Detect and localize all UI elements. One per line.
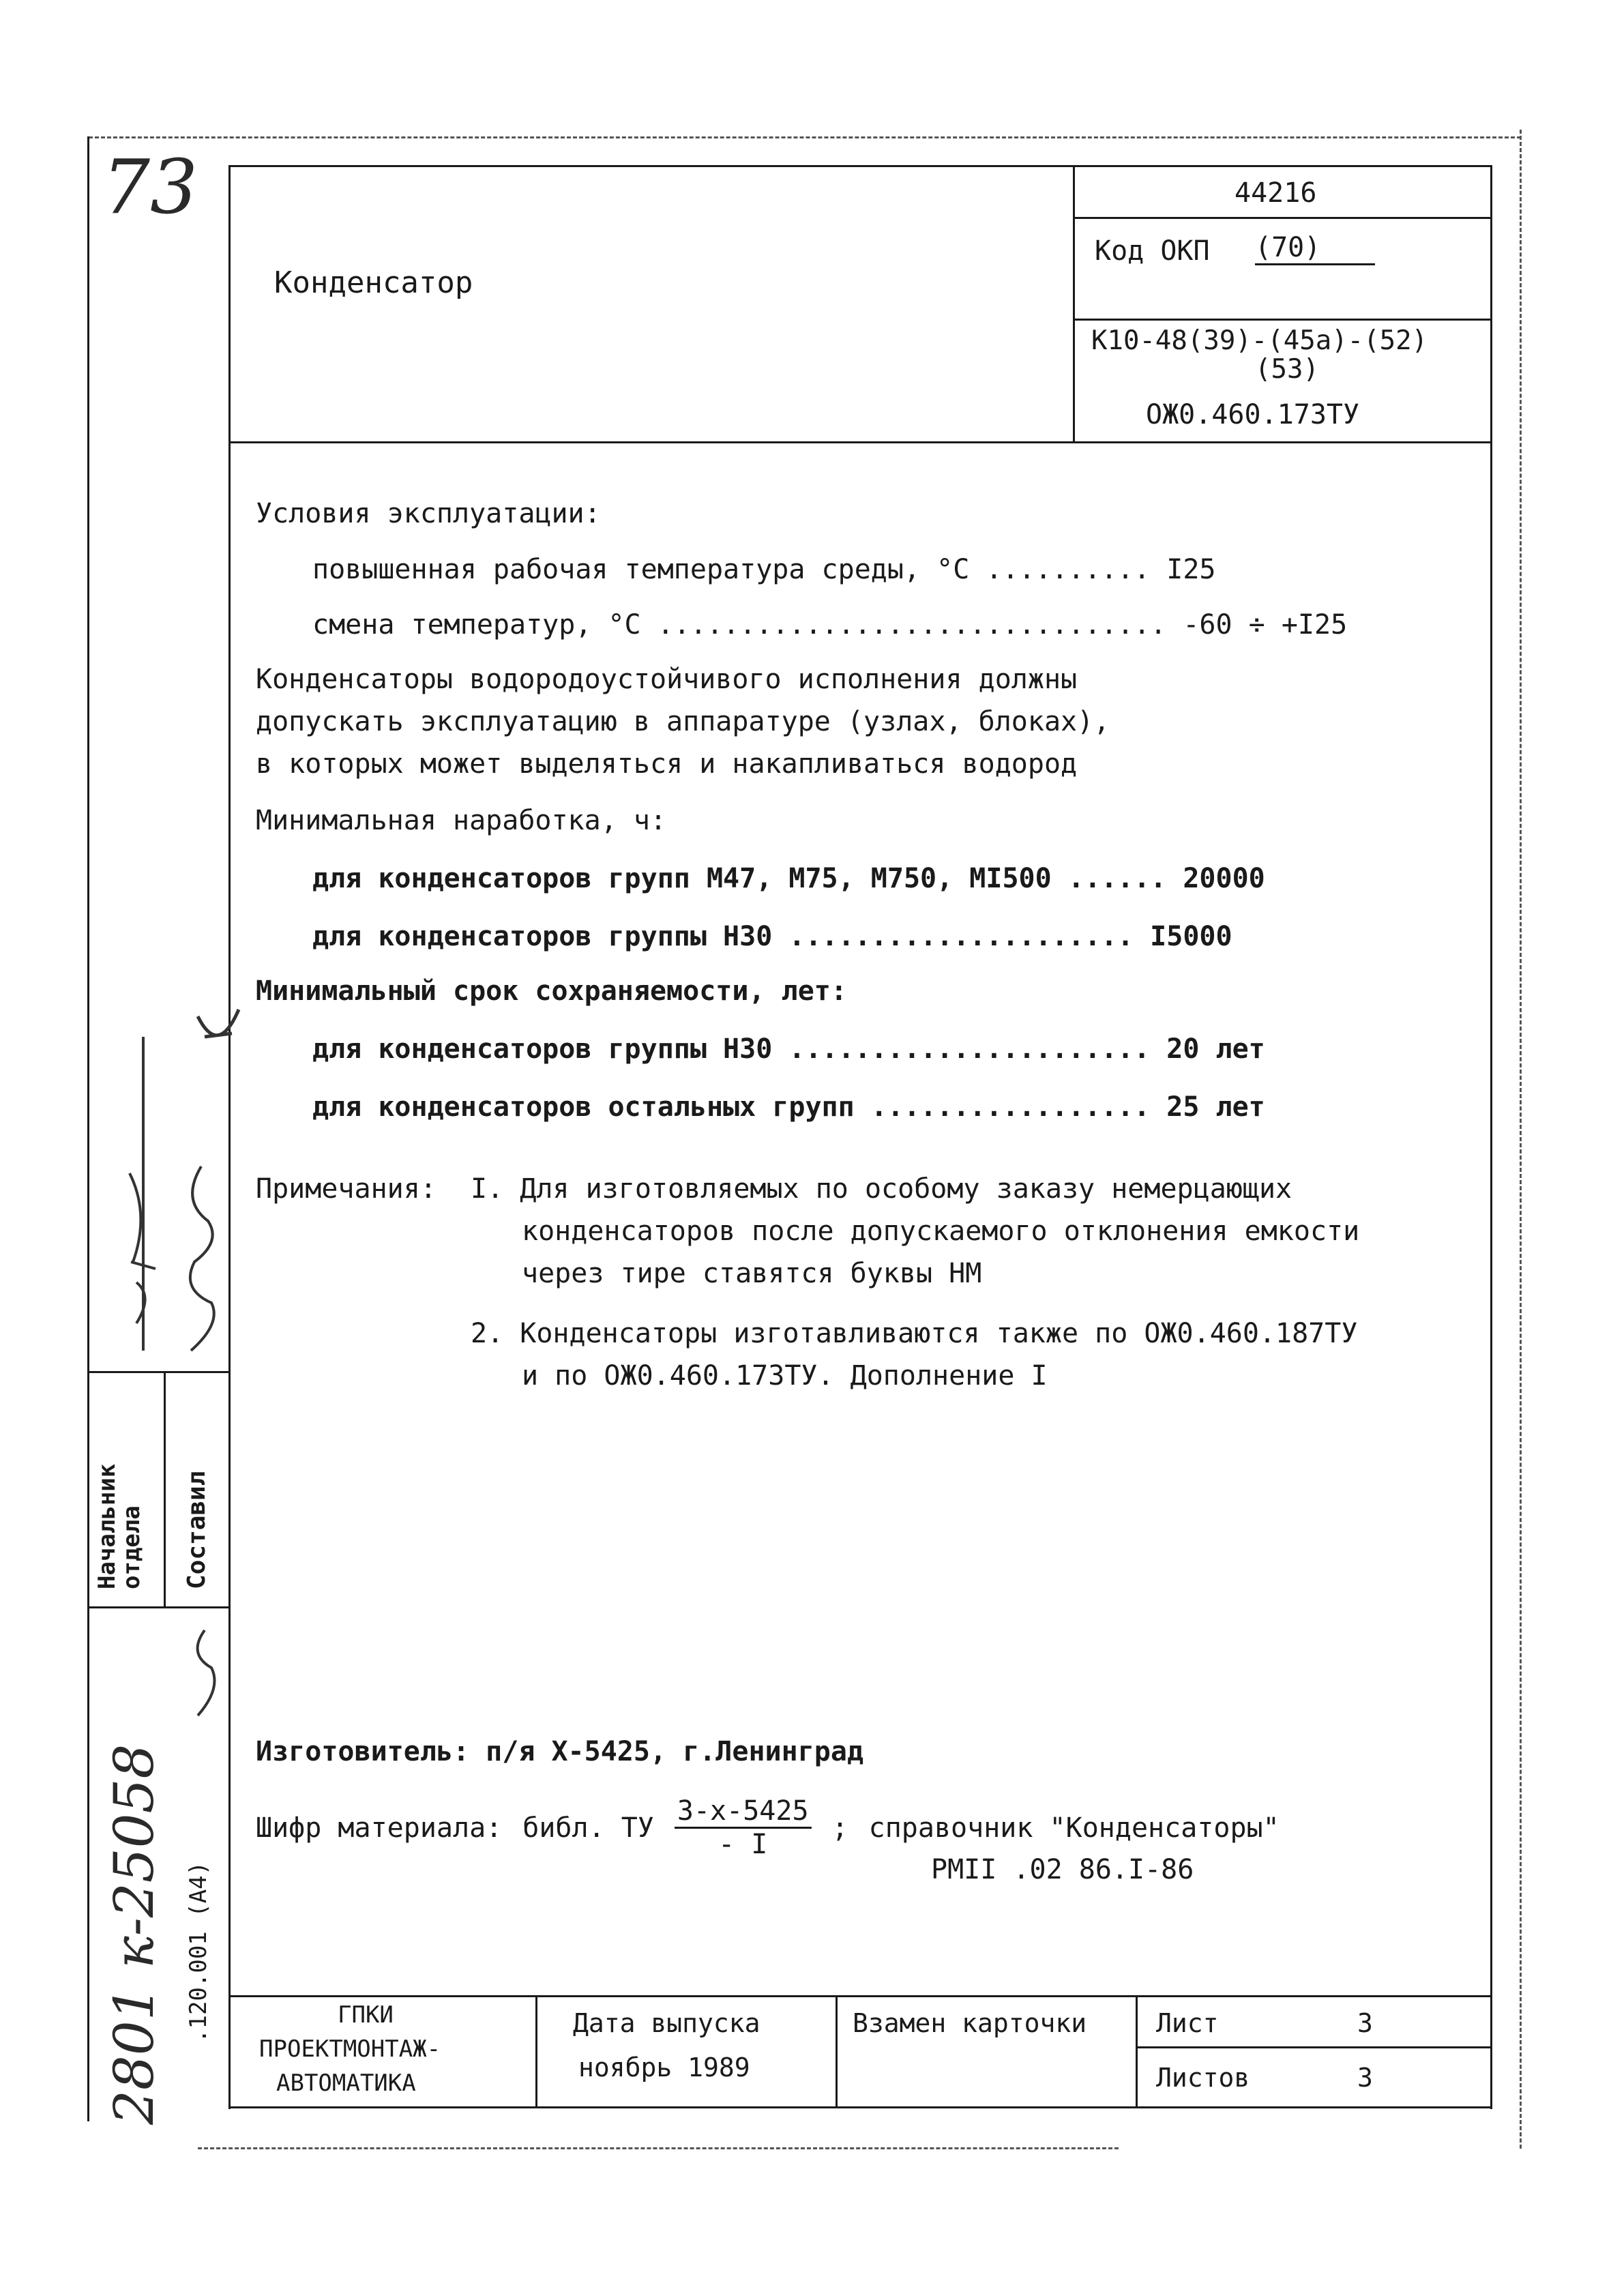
head-of-department-label: Начальник отдела: [93, 1463, 145, 1589]
cipher-lib: библ. ТУ: [522, 1812, 654, 1844]
frame-bottom: [228, 2106, 1492, 2108]
signature-author: [174, 1160, 228, 1364]
model-designation: К10-48(39)-(45а)-(52): [1091, 325, 1428, 356]
header-right-line1: [1073, 217, 1492, 219]
temp-change-line: смена температур, °С ............................... -60 ÷ +I25: [312, 609, 1348, 641]
signature-small: [184, 1627, 225, 1722]
footer-org-line-1: ГПКИ: [338, 2001, 394, 2029]
cipher-row: [256, 1795, 1280, 1860]
frame-top: [228, 165, 1492, 167]
release-date-label: Дата выпуска: [573, 2008, 760, 2038]
storage-title: Минимальный срок сохраняемости, лет:: [256, 975, 847, 1007]
product-code: 44216: [1235, 177, 1317, 209]
sheet-value: 3: [1357, 2008, 1373, 2038]
note-1-line-2: конденсаторов после допускаемого отклонения емкости: [522, 1216, 1360, 1247]
document-title: Конденсатор: [274, 265, 473, 300]
hydrogen-line-2: допускать эксплуатацию в аппаратуре (узлах, блоках),: [256, 706, 1110, 737]
sheet-label: Лист: [1156, 2008, 1219, 2038]
form-code: .120.001 (А4): [185, 1861, 212, 2043]
note-1-line-1: I. Для изготовляемых по особому заказу немерцающих: [471, 1173, 1292, 1205]
footer-top-line: [228, 1995, 1492, 1997]
hydrogen-line-1: Конденсаторы водородоустойчивого исполнения должны: [256, 664, 1078, 695]
cipher-label: Шифр материала:: [256, 1812, 503, 1844]
runtime-title: Минимальная наработка, ч:: [256, 805, 667, 836]
check-mark: [191, 1003, 246, 1064]
runtime-line-1: для конденсаторов групп М47, М75, М750, МI500 ...... 20000: [312, 863, 1265, 894]
frame-left: [228, 165, 231, 2109]
replace-card-label: Взамен карточки: [853, 2008, 1087, 2038]
footer-org-line-2: ПРОЕКТМОНТАЖ-: [259, 2035, 441, 2063]
footer-divider-3: [1136, 1995, 1138, 2108]
note-2-line-1: 2. Конденсаторы изготавливаются также по ОЖ0.460.187ТУ: [471, 1318, 1358, 1349]
footer-sheet-line: [1136, 2046, 1492, 2048]
left-margin-line: [87, 136, 89, 2121]
cipher-reference-number: РМII .02 86.I-86: [931, 1854, 1194, 1885]
cipher-numerator: 3-х-5425: [675, 1795, 812, 1829]
author-label: Составил: [183, 1471, 211, 1589]
runtime-line-2: для конденсаторов группы Н30 ..................... I5000: [312, 921, 1232, 952]
footer-org-line-3: АВТОМАТИКА: [276, 2070, 416, 2097]
handwritten-number: 2801 к-25058: [102, 1743, 166, 2125]
release-date-value: ноябрь 1989: [578, 2052, 750, 2082]
footer-divider-1: [535, 1995, 537, 2108]
notes-label: Примечания:: [256, 1173, 437, 1205]
model-designation-cont: (53): [1255, 354, 1319, 385]
storage-line-1: для конденсаторов группы Н30 ...................... 20 лет: [312, 1033, 1265, 1065]
header-right-line2: [1073, 319, 1492, 321]
conditions-title: Условия эксплуатации:: [256, 498, 601, 529]
sheets-value: 3: [1357, 2063, 1373, 2093]
cipher-reference: справочник "Конденсаторы": [868, 1812, 1280, 1844]
header-divider: [1073, 165, 1075, 443]
right-dashed-border: [1520, 130, 1522, 2149]
top-dashed-border: [89, 136, 1521, 138]
frame-right: [1490, 165, 1492, 2109]
footer-divider-2: [836, 1995, 838, 2108]
temp-high-line: повышенная рабочая температура среды, °С .......... I25: [312, 554, 1216, 585]
side-box-divider: [164, 1371, 166, 1608]
spec-number: ОЖ0.460.173ТУ: [1146, 399, 1360, 430]
hydrogen-line-3: в которых может выделяться и накапливаться водород: [256, 748, 1078, 780]
page-number-handwritten: 73: [102, 143, 198, 231]
side-box-bottom: [89, 1606, 231, 1608]
cipher-denominator: - I: [718, 1829, 768, 1860]
manufacturer-line: Изготовитель: п/я Х-5425, г.Ленинград: [256, 1736, 864, 1767]
signature-head: [123, 1037, 164, 1357]
cipher-separator: ;: [831, 1812, 848, 1844]
storage-line-2: для конденсаторов остальных групп ................. 25 лет: [312, 1091, 1265, 1123]
side-box-top: [89, 1371, 231, 1373]
note-1-line-3: через тире ставятся буквы НМ: [522, 1258, 982, 1289]
cipher-fraction: [675, 1795, 812, 1860]
note-2-line-2: и по ОЖ0.460.173ТУ. Дополнение I: [522, 1360, 1048, 1392]
bottom-dashed-border: [198, 2147, 1119, 2149]
okp-label: Код ОКП: [1095, 235, 1210, 267]
okp-value: (70): [1255, 232, 1375, 265]
header-bottom-line: [228, 441, 1492, 443]
sheets-label: Листов: [1156, 2063, 1250, 2093]
